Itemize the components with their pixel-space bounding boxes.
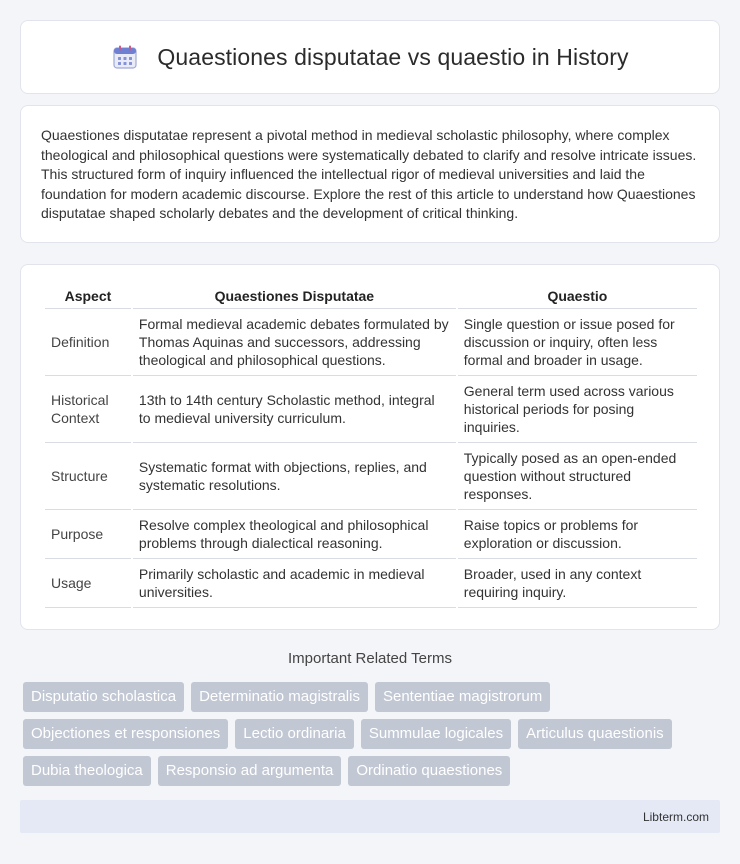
table-row	[45, 559, 697, 608]
row-disputatae-cell: Resolve complex theological and philosophical problems through dialectical reasoning.	[133, 510, 456, 559]
row-aspect: Usage	[45, 559, 131, 608]
comparison-table	[43, 287, 699, 608]
intro-paragraph: Quaestiones disputatae represent a pivotal method in medieval scholastic philosophy, where complex theological and philosophical questions were systematically debated to clarify and resolve intricate issues. This structured form of inquiry influenced the intellectual rigor of medieval universities and laid the foundation for modern academic discourse. Explore the rest of this article to understand how Quaestiones disputatae shaped scholarly debates and the development of critical thinking.	[41, 127, 697, 222]
row-disputatae-cell: Formal medieval academic debates formulated by Thomas Aquinas and successors, addressing theological and philosophical questions.	[133, 309, 456, 376]
header-aspect: Aspect	[45, 287, 131, 309]
row-disputatae-cell: Primarily scholastic and academic in medieval universities.	[133, 559, 456, 608]
related-term-tag[interactable]: Dubia theologica	[23, 756, 151, 786]
row-quaestio-cell: Raise topics or problems for exploration or discussion.	[458, 510, 697, 559]
related-term-tag[interactable]: Ordinatio quaestiones	[348, 756, 510, 786]
table-row	[45, 510, 697, 559]
row-aspect: Definition	[45, 309, 131, 376]
table-row	[45, 309, 697, 376]
table-header-row	[45, 287, 697, 309]
related-term-tag[interactable]: Disputatio scholastica	[23, 682, 184, 712]
related-terms-list	[23, 682, 723, 786]
related-term-tag[interactable]: Determinatio magistralis	[191, 682, 368, 712]
row-disputatae-cell: 13th to 14th century Scholastic method, integral to medieval university curriculum.	[133, 376, 456, 443]
related-term-tag[interactable]: Responsio ad argumenta	[158, 756, 342, 786]
table-row	[45, 376, 697, 443]
related-term-tag[interactable]: Lectio ordinaria	[235, 719, 354, 749]
footer-site-link[interactable]: Libterm.com	[642, 809, 709, 824]
related-term-tag[interactable]: Summulae logicales	[361, 719, 511, 749]
related-term-tag[interactable]: Articulus quaestionis	[518, 719, 672, 749]
row-aspect: Structure	[45, 443, 131, 510]
calendar-icon	[111, 43, 139, 71]
related-terms-title: Important Related Terms	[288, 650, 452, 667]
row-quaestio-cell: General term used across various historical periods for posing inquiries.	[458, 376, 697, 443]
header-quaestiones-disputatae: Quaestiones Disputatae	[133, 287, 456, 309]
row-quaestio-cell: Broader, used in any context requiring inquiry.	[458, 559, 697, 608]
header-quaestio: Quaestio	[458, 287, 697, 309]
related-term-tag[interactable]: Sententiae magistrorum	[375, 682, 550, 712]
header-card	[20, 20, 720, 94]
page-title: Quaestiones disputatae vs quaestio in History	[157, 43, 629, 70]
related-term-tag[interactable]: Objectiones et responsiones	[23, 719, 228, 749]
footer	[20, 800, 720, 833]
row-aspect: Historical Context	[45, 376, 131, 443]
table-row	[45, 443, 697, 510]
row-quaestio-cell: Typically posed as an open-ended question without structured responses.	[458, 443, 697, 510]
comparison-card	[20, 264, 720, 630]
row-aspect: Purpose	[45, 510, 131, 559]
row-disputatae-cell: Systematic format with objections, replies, and systematic resolutions.	[133, 443, 456, 510]
intro-card	[20, 105, 720, 243]
row-quaestio-cell: Single question or issue posed for discussion or inquiry, often less formal and broader in usage.	[458, 309, 697, 376]
